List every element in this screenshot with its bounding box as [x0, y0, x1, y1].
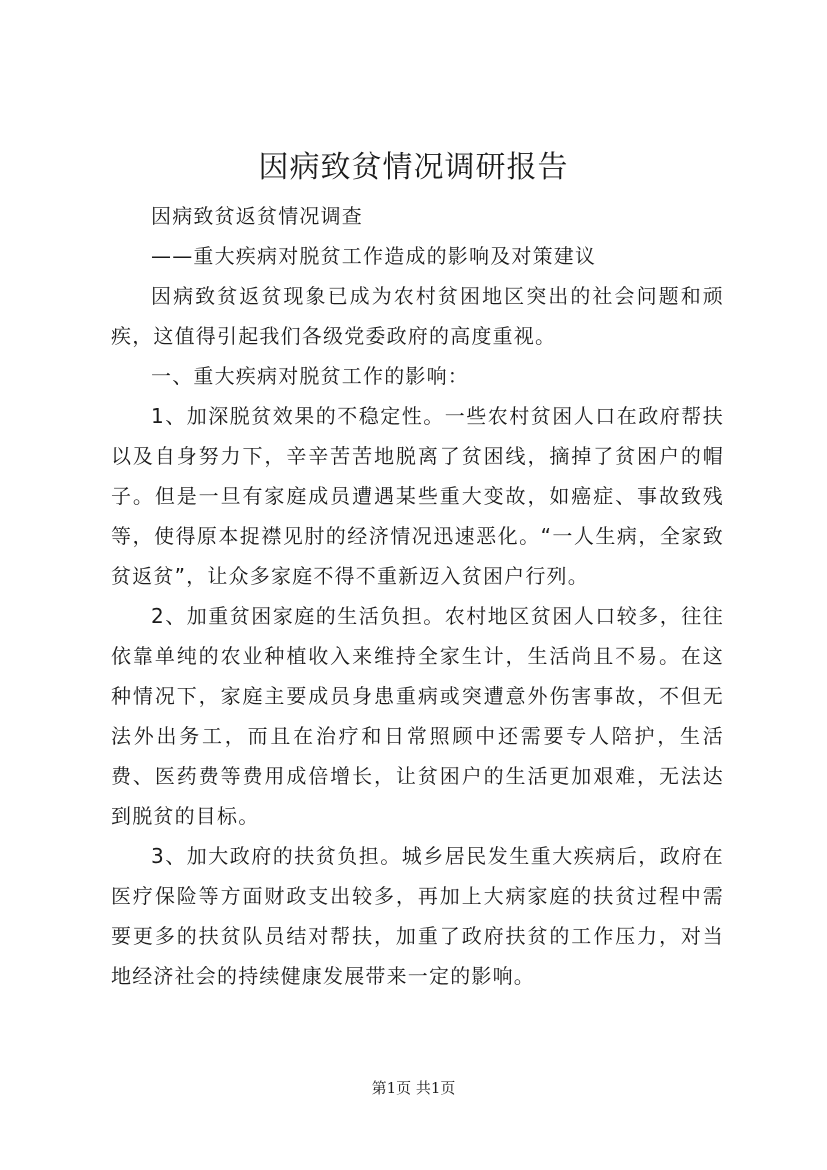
document-title: 因病致贫情况调研报告 [258, 150, 569, 185]
paragraph-point-3: 3、加大政府的扶贫负担。城乡居民发生重大疾病后，政府在医疗保险等方面财政支出较多，再加上大病家庭的扶贫过程中需要更多的扶贫队员结对帮扶，加重了政府扶贫的工作压力，对当地经济社会的持续健康发展带来一定的影响。 [111, 844, 724, 988]
intro-paragraph: 因病致贫返贫现象已成为农村贫困地区突出的社会问题和顽疾，这值得引起我们各级党委政府的高度重视。 [111, 284, 724, 348]
page-footer: 第1页 共1页 [371, 1079, 456, 1097]
subtitle: 因病致贫返贫情况调查 [151, 204, 363, 228]
section-heading: 一、重大疾病对脱贫工作的影响： [151, 364, 469, 388]
paragraph-point-1: 1、加深脱贫效果的不稳定性。一些农村贫困人口在政府帮扶以及自身努力下，辛辛苦苦地脱离了贫困线，摘掉了贫困户的帽子。但是一旦有家庭成员遭遇某些重大变故，如癌症、事故致残等，使得原本捉襟见肘的经济情况迅速恶化。“一人生病，全家致贫返贫”，让众多家庭不得不重新迈入贫困户行列。 [111, 404, 724, 588]
paragraph-point-2: 2、加重贫困家庭的生活负担。农村地区贫困人口较多，往往依靠单纯的农业种植收入来维持全家生计，生活尚且不易。在这种情况下，家庭主要成员身患重病或突遭意外伤害事故，不但无法外出务工，而且在治疗和日常照顾中还需要专人陪护，生活费、医药费等费用成倍增长，让贫困户的生活更加艰难，无法达到脱贫的目标。 [111, 604, 724, 828]
sub-subtitle: ——重大疾病对脱贫工作造成的影响及对策建议 [151, 244, 597, 268]
document-body [111, 196, 724, 996]
